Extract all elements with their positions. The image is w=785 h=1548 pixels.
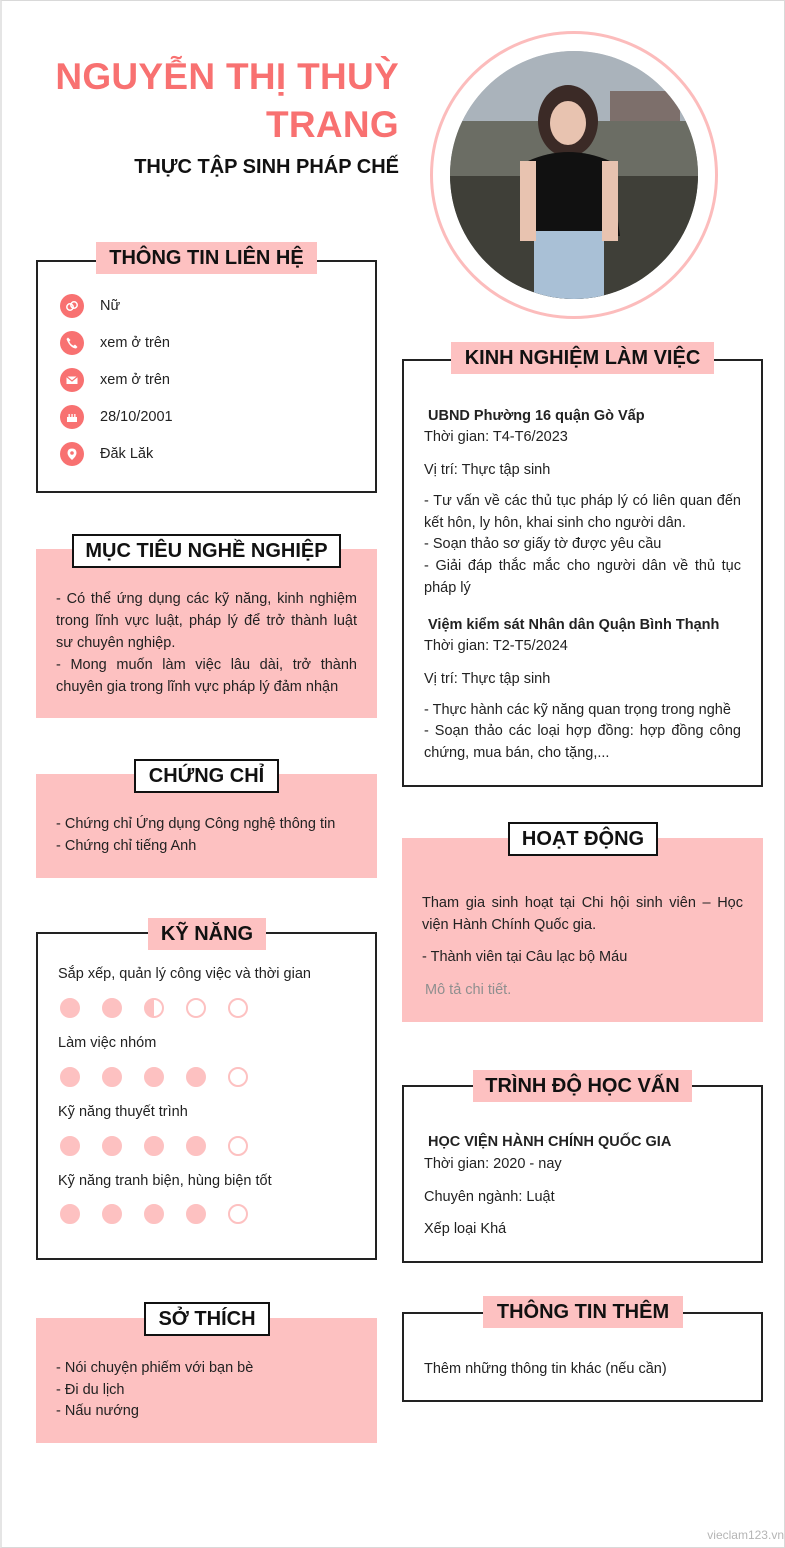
additional-text: Thêm những thông tin khác (nếu cần) [424, 1361, 667, 1377]
activities-title: HOẠT ĐỘNG [508, 822, 658, 856]
job-position: Vị trí: Thực tập sinh [424, 462, 551, 478]
job-company: Việm kiểm sát Nhân dân Quận Bình Thạnh [428, 617, 720, 633]
birthday-value: 28/10/2001 [100, 409, 173, 425]
job-detail: - Giải đáp thắc mắc cho người dân về thủ tục pháp lý [424, 558, 741, 596]
experience-title: KINH NGHIỆM LÀM VIỆC [451, 342, 714, 374]
rating-dot [144, 998, 164, 1018]
job-detail: - Thực hành các kỹ năng quan trọng trong nghề [424, 702, 731, 718]
rating-dot [60, 1136, 80, 1156]
education-time: Thời gian: 2020 - nay [424, 1156, 562, 1172]
rating-dot [228, 1136, 248, 1156]
job-company: UBND Phường 16 quận Gò Vấp [428, 408, 645, 424]
education-school: HỌC VIỆN HÀNH CHÍNH QUỐC GIA [428, 1134, 672, 1150]
location-value: Đăk Lăk [100, 446, 154, 462]
job-title: THỰC TẬP SINH PHÁP CHẾ [134, 156, 399, 178]
hobby-item: - Đi du lịch [56, 1382, 125, 1398]
contact-title: THÔNG TIN LIÊN HỆ [96, 242, 317, 274]
skill-rating [60, 998, 270, 1018]
location-pin-icon [60, 442, 84, 466]
job-detail: - Soạn thảo sơ giấy tờ được yêu cầu [424, 536, 662, 552]
education-major: Chuyên ngành: Luật [424, 1189, 555, 1205]
rating-dot [144, 1204, 164, 1224]
activity-description-placeholder[interactable]: Mô tả chi tiết. [425, 982, 512, 998]
job-position: Vị trí: Thực tập sinh [424, 671, 551, 687]
rating-dot [60, 1204, 80, 1224]
avatar[interactable] [450, 51, 698, 299]
education-title: TRÌNH ĐỘ HỌC VẤN [473, 1070, 692, 1102]
skill-rating [60, 1067, 270, 1087]
skill-rating [60, 1204, 270, 1224]
rating-dot [144, 1136, 164, 1156]
rating-dot [228, 1067, 248, 1087]
rating-dot [144, 1067, 164, 1087]
rating-dot [60, 998, 80, 1018]
skill-name: Kỹ năng thuyết trình [58, 1104, 188, 1120]
avatar-photo-icon [450, 51, 698, 299]
skill-name: Làm việc nhóm [58, 1035, 157, 1051]
avatar-frame [430, 31, 718, 319]
job-detail: - Tư vấn về các thủ tục pháp lý có liên quan đến kết hôn, ly hôn, khai sinh cho người dân. [424, 493, 741, 531]
hobbies-title: SỞ THÍCH [144, 1302, 270, 1336]
hobby-item: - Nấu nướng [56, 1403, 139, 1419]
name-line-1: NGUYỄN THỊ THUỲ [55, 56, 399, 97]
contact-phone[interactable] [60, 330, 170, 356]
watermark: vieclam123.vn [707, 1528, 784, 1542]
job-time: Thời gian: T2-T5/2024 [424, 638, 568, 654]
activity-line: - Thành viên tại Câu lạc bộ Máu [422, 949, 628, 965]
rating-dot [186, 998, 206, 1018]
rating-dot [186, 1204, 206, 1224]
certificate-item: - Chứng chỉ tiếng Anh [56, 838, 197, 854]
skill-rating [60, 1136, 270, 1156]
skill-name: Sắp xếp, quản lý công việc và thời gian [58, 966, 311, 982]
rating-dot [186, 1136, 206, 1156]
activity-line: Tham gia sinh hoạt tại Chi hội sinh viên – Học viện Hành Chính Quốc gia. [422, 895, 743, 933]
education-grade: Xếp loại Khá [424, 1221, 507, 1237]
rating-dot [102, 1204, 122, 1224]
rating-dot [228, 1204, 248, 1224]
phone-value: xem ở trên [100, 335, 170, 351]
certificates-title: CHỨNG CHỈ [134, 759, 279, 793]
objective-line-2: - Mong muốn làm việc lâu dài, trở thành chuyên gia trong lĩnh vực pháp lý đảm nhận [56, 657, 357, 695]
gender-icon [60, 294, 84, 318]
gender-value: Nữ [100, 298, 121, 314]
email-icon [60, 368, 84, 392]
rating-dot [102, 998, 122, 1018]
contact-gender [60, 293, 120, 319]
rating-dot [102, 1067, 122, 1087]
certificate-item: - Chứng chỉ Ứng dụng Công nghệ thông tin [56, 816, 336, 832]
rating-dot [186, 1067, 206, 1087]
skill-name: Kỹ năng tranh biện, hùng biện tốt [58, 1173, 272, 1189]
job-detail: - Soạn thảo các loại hợp đồng: hợp đồng công chứng, mua bán, cho tặng,... [424, 723, 741, 761]
additional-title: THÔNG TIN THÊM [483, 1296, 683, 1328]
skills-title: KỸ NĂNG [148, 918, 266, 950]
rating-dot [60, 1067, 80, 1087]
objective-title: MỤC TIÊU NGHỀ NGHIỆP [72, 534, 341, 568]
objective-line-1: - Có thể ứng dụng các kỹ năng, kinh nghiệm trong lĩnh vực luật, pháp lý để trở thành luật sư chuyên nghiệp. [56, 591, 357, 651]
email-value: xem ở trên [100, 372, 170, 388]
hobby-item: - Nói chuyện phiếm với bạn bè [56, 1360, 254, 1376]
job-time: Thời gian: T4-T6/2023 [424, 429, 568, 445]
rating-dot [228, 998, 248, 1018]
contact-birthday [60, 404, 173, 430]
contact-location [60, 441, 153, 467]
candidate-name [39, 53, 399, 149]
phone-icon [60, 331, 84, 355]
name-line-2: TRANG [265, 104, 399, 145]
birthday-cake-icon [60, 405, 84, 429]
rating-dot [102, 1136, 122, 1156]
contact-email[interactable] [60, 367, 170, 393]
